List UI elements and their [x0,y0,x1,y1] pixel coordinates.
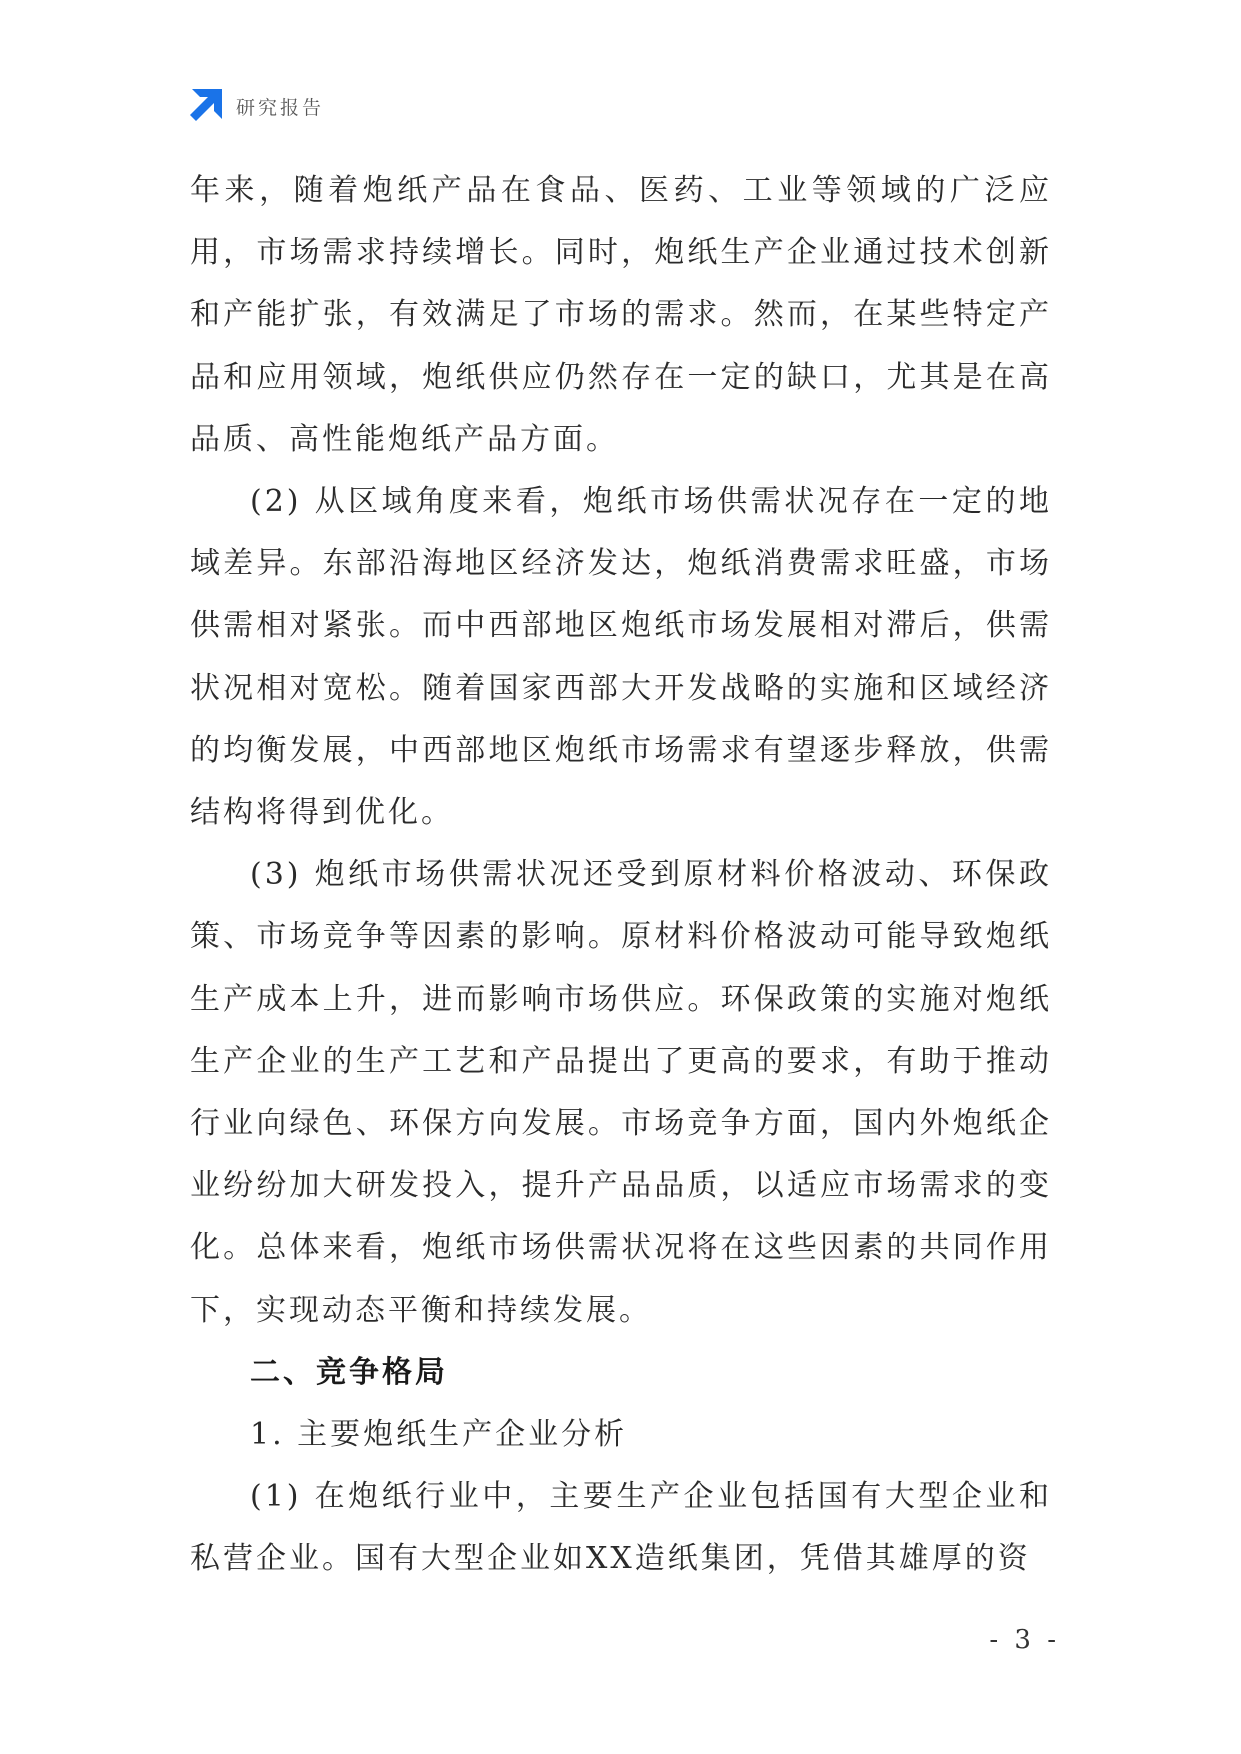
subsection-heading: 1. 主要炮纸生产企业分析 [250,1417,628,1453]
paragraph-3: (3) 炮纸市场供需状况还受到原材料价格波动、环保政策、市场竞争等因素的影响。原材料价格波动可能导致炮纸生产成本上升，进而影响市场供应。环保政策的实施对炮纸生产企业的生产工艺和产品提出了更高的要求，有助于推动行业向绿色、环保方向发展。市场竞争方面，国内外炮纸企业纷纷加大研发投入，提升产品品质，以适应市场需求的变化。总体来看，炮纸市场供需状况将在这些因素的共同作用下，实现动态平衡和持续发展。 [190,857,1052,1328]
page-number: - 3 - [989,1625,1060,1655]
header-title: 研究报告 [236,96,325,119]
paragraph-2: (2) 从区域角度来看，炮纸市场供需状况存在一定的地域差异。东部沿海地区经济发达，炮纸消费需求旺盛，市场供需相对紧张。而中西部地区炮纸市场发展相对滞后，供需状况相对宽松。随着国家西部大开发战略的实施和区域经济的均衡发展，中西部地区炮纸市场需求有望逐步释放，供需结构将得到优化。 [190,484,1052,831]
section-heading: 二、竞争格局 [250,1354,448,1390]
paragraph-4: (1) 在炮纸行业中，主要生产企业包括国有大型企业和私营企业。国有大型企业如XX造纸集团，凭借其雄厚的资 [190,1479,1052,1577]
paragraph-1: 年来，随着炮纸产品在食品、医药、工业等领域的广泛应用，市场需求持续增长。同时，炮纸生产企业通过技术创新和产能扩张，有效满足了市场的需求。然而，在某些特定产品和应用领域，炮纸供应仍然存在一定的缺口，尤其是在高品质、高性能炮纸产品方面。 [190,173,1052,457]
arrow-up-right-icon [188,89,222,123]
document-body [190,160,1052,1591]
page-header [188,88,324,124]
